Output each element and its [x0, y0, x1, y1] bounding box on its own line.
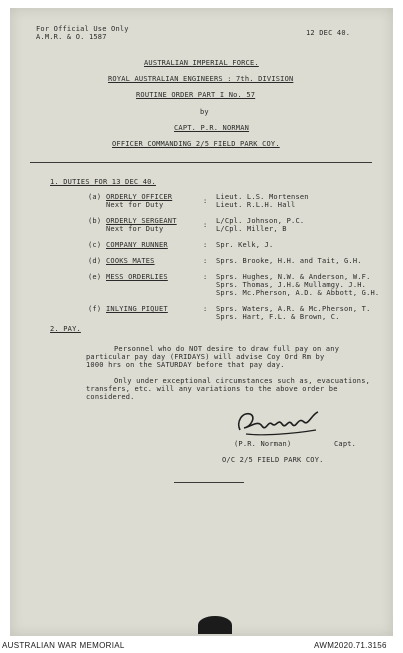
order-date: 12 DEC 40. — [306, 29, 351, 37]
duty-colon: : — [203, 273, 208, 281]
signatory-unit: O/C 2/5 FIELD PARK COY. — [222, 456, 324, 464]
signatory-name: (P.R. Norman) — [234, 440, 292, 448]
duty-letter: (d) — [88, 257, 102, 265]
duty-name-third: Sprs. Mc.Pherson, A.D. & Abbott, G.H. — [216, 289, 380, 297]
duty-role: ORDERLY OFFICER — [106, 193, 173, 201]
pay-paragraph-line: particular pay day (FRIDAYS) will advise Coy Ord Rm by — [86, 353, 325, 361]
duty-name: Spr. Kelk, J. — [216, 241, 274, 249]
title-unit: ROYAL AUSTRALIAN ENGINEERS : 7th. DIVISION — [108, 75, 294, 83]
document-page — [10, 8, 393, 636]
duty-name-next: Sprs. Thomas, J.H.& Mullamgy. J.H. — [216, 281, 367, 289]
duty-role-next: Next for Duty — [106, 225, 164, 233]
binding-hole — [198, 616, 232, 634]
duty-name: Sprs. Brooke, H.H. and Tait, G.H. — [216, 257, 362, 265]
closing-rule — [174, 482, 244, 483]
footer-reference: AWM2020.71.3156 — [314, 641, 387, 650]
duty-role-next: Next for Duty — [106, 201, 164, 209]
security-reference: A.M.R. & O. 1587 — [36, 33, 107, 41]
duty-colon: : — [203, 241, 208, 249]
footer-institution: AUSTRALIAN WAR MEMORIAL — [2, 641, 125, 650]
title-force: AUSTRALIAN IMPERIAL FORCE. — [144, 59, 259, 67]
duty-colon: : — [203, 257, 208, 265]
title-by: by — [200, 108, 209, 116]
security-classification: For Official Use Only — [36, 25, 129, 33]
duty-role: MESS ORDERLIES — [106, 273, 168, 281]
signatory-rank: Capt. — [334, 440, 357, 448]
duty-role: COOKS MATES — [106, 257, 155, 265]
duty-name: Sprs. Hughes, N.W. & Anderson, W.F. — [216, 273, 371, 281]
title-order: ROUTINE ORDER PART I No. 57 — [136, 91, 256, 99]
duty-letter: (b) — [88, 217, 102, 225]
duty-role: ORDERLY SERGEANT — [106, 217, 177, 225]
duty-letter: (c) — [88, 241, 102, 249]
duty-colon: : — [203, 197, 208, 205]
pay-paragraph-line: transfers, etc. will any variations to the above order be — [86, 385, 338, 393]
section1-heading: 1. DUTIES FOR 13 DEC 40. — [50, 178, 156, 186]
duty-letter: (e) — [88, 273, 102, 281]
pay-paragraph-line: 1000 hrs on the SATURDAY before that pay day. — [86, 361, 285, 369]
duty-colon: : — [203, 305, 208, 313]
title-officer: CAPT. P.R. NORMAN — [174, 124, 250, 132]
pay-paragraph-line: Only under exceptional circumstances such as, evacuations, — [114, 377, 371, 385]
duty-name: Sprs. Waters, A.R. & Mc.Pherson, T. — [216, 305, 371, 313]
pay-paragraph-line: Personnel who do NOT desire to draw full pay on any — [114, 345, 340, 353]
handwritten-signature — [232, 404, 324, 440]
duty-role: COMPANY RUNNER — [106, 241, 168, 249]
duty-name-next: L/Cpl. Miller, B — [216, 225, 287, 233]
section2-heading: 2. PAY. — [50, 325, 81, 333]
duty-name-next: Lieut. R.L.H. Hall — [216, 201, 296, 209]
duty-name: L/Cpl. Johnson, P.C. — [216, 217, 305, 225]
divider-rule — [30, 162, 372, 163]
pay-paragraph-line: considered. — [86, 393, 135, 401]
title-command: OFFICER COMMANDING 2/5 FIELD PARK COY. — [112, 140, 280, 148]
duty-name: Lieut. L.S. Mortensen — [216, 193, 309, 201]
duty-colon: : — [203, 221, 208, 229]
duty-letter: (a) — [88, 193, 102, 201]
duty-letter: (f) — [88, 305, 102, 313]
duty-role: INLYING PIQUET — [106, 305, 168, 313]
duty-name-next: Sprs. Hart, F.L. & Brown, C. — [216, 313, 340, 321]
